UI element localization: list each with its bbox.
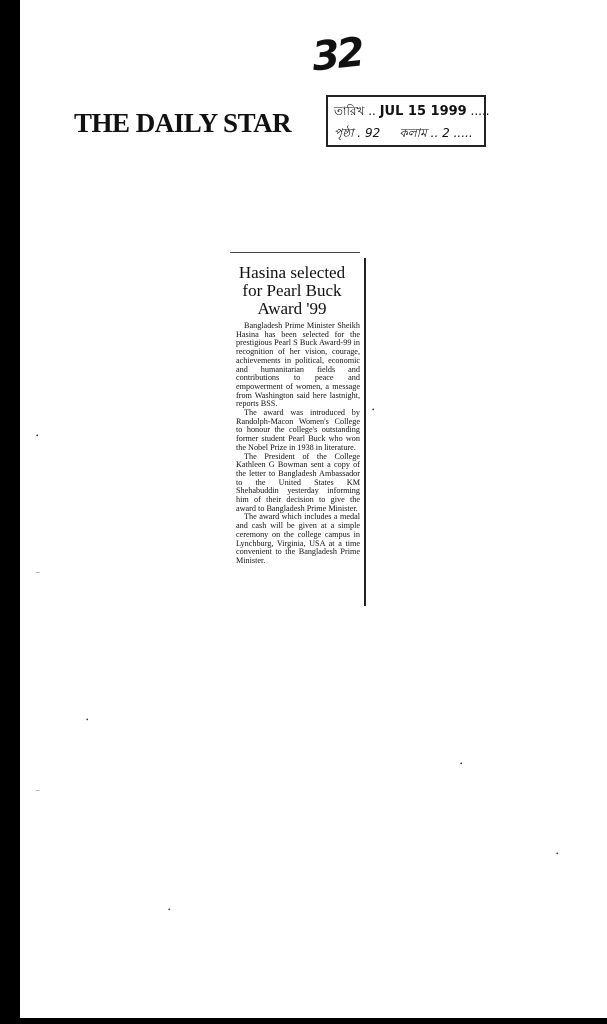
stamp-page: 92	[364, 126, 381, 140]
scan-speck: •	[556, 850, 559, 858]
article-paragraph: The award which includes a medal and cash will be given at a simple ceremony on the college campus in Lynchburg, Virginia, USA at a time convenient to the Bangladesh Prime Minister.	[236, 512, 360, 565]
stamp-page-label: পৃষ্ঠা	[334, 126, 354, 140]
scan-speck: •	[168, 906, 171, 914]
scan-speck: •	[86, 716, 89, 724]
scan-border-left	[0, 0, 20, 1024]
stamp-page-row: পৃষ্ঠা . 92 কলাম .. 2 .....	[334, 126, 473, 140]
clipping-right-rule	[364, 258, 366, 606]
handwritten-number: 32	[309, 29, 364, 81]
scan-speck: •	[36, 432, 39, 440]
clipping-top-rule	[230, 252, 360, 253]
article-paragraph: The award was introduced by Randolph-Macon Women's College to honour the college's outstanding former student Pearl Buck who won the Nobel Prize in 1938 in literature.	[236, 408, 360, 452]
stamp-date-row: তারিখ .. JUL 15 1999 .....	[334, 104, 490, 119]
article-paragraph: Bangladesh Prime Minister Sheikh Hasina has been selected for the prestigious Pearl S Buck Award-99 in recognition of her vision, courage, achievements in political, economic and humanitarian fields and contributions to peace and empowerment of women, a message from Washington said here lastnight, reports BSS.	[236, 321, 360, 409]
stamp-column-label: কলাম	[399, 126, 427, 140]
article-body	[236, 322, 360, 566]
scan-speck: •	[460, 760, 463, 768]
scan-speck: –	[36, 786, 40, 794]
stamp-date-label: তারিখ	[334, 104, 365, 118]
stamp-column: 2	[442, 126, 450, 140]
date-stamp	[326, 95, 490, 147]
news-clipping	[218, 250, 368, 606]
scan-speck: •	[372, 406, 375, 414]
scan-border-bottom	[0, 1018, 607, 1024]
stamp-date: JUL 15 1999	[379, 104, 467, 119]
scan-speck: –	[36, 568, 40, 576]
article-paragraph: The President of the College Kathleen G Bowman sent a copy of the letter to Bangladesh Ambassador to the United States KM Shehabuddin yesterday informing him of their decision to give the award to Bangladesh Prime Minister.	[236, 451, 360, 513]
newspaper-masthead: THE DAILY STAR	[74, 108, 292, 138]
article-headline: Hasina selected for Pearl Buck Award '99	[238, 263, 346, 318]
